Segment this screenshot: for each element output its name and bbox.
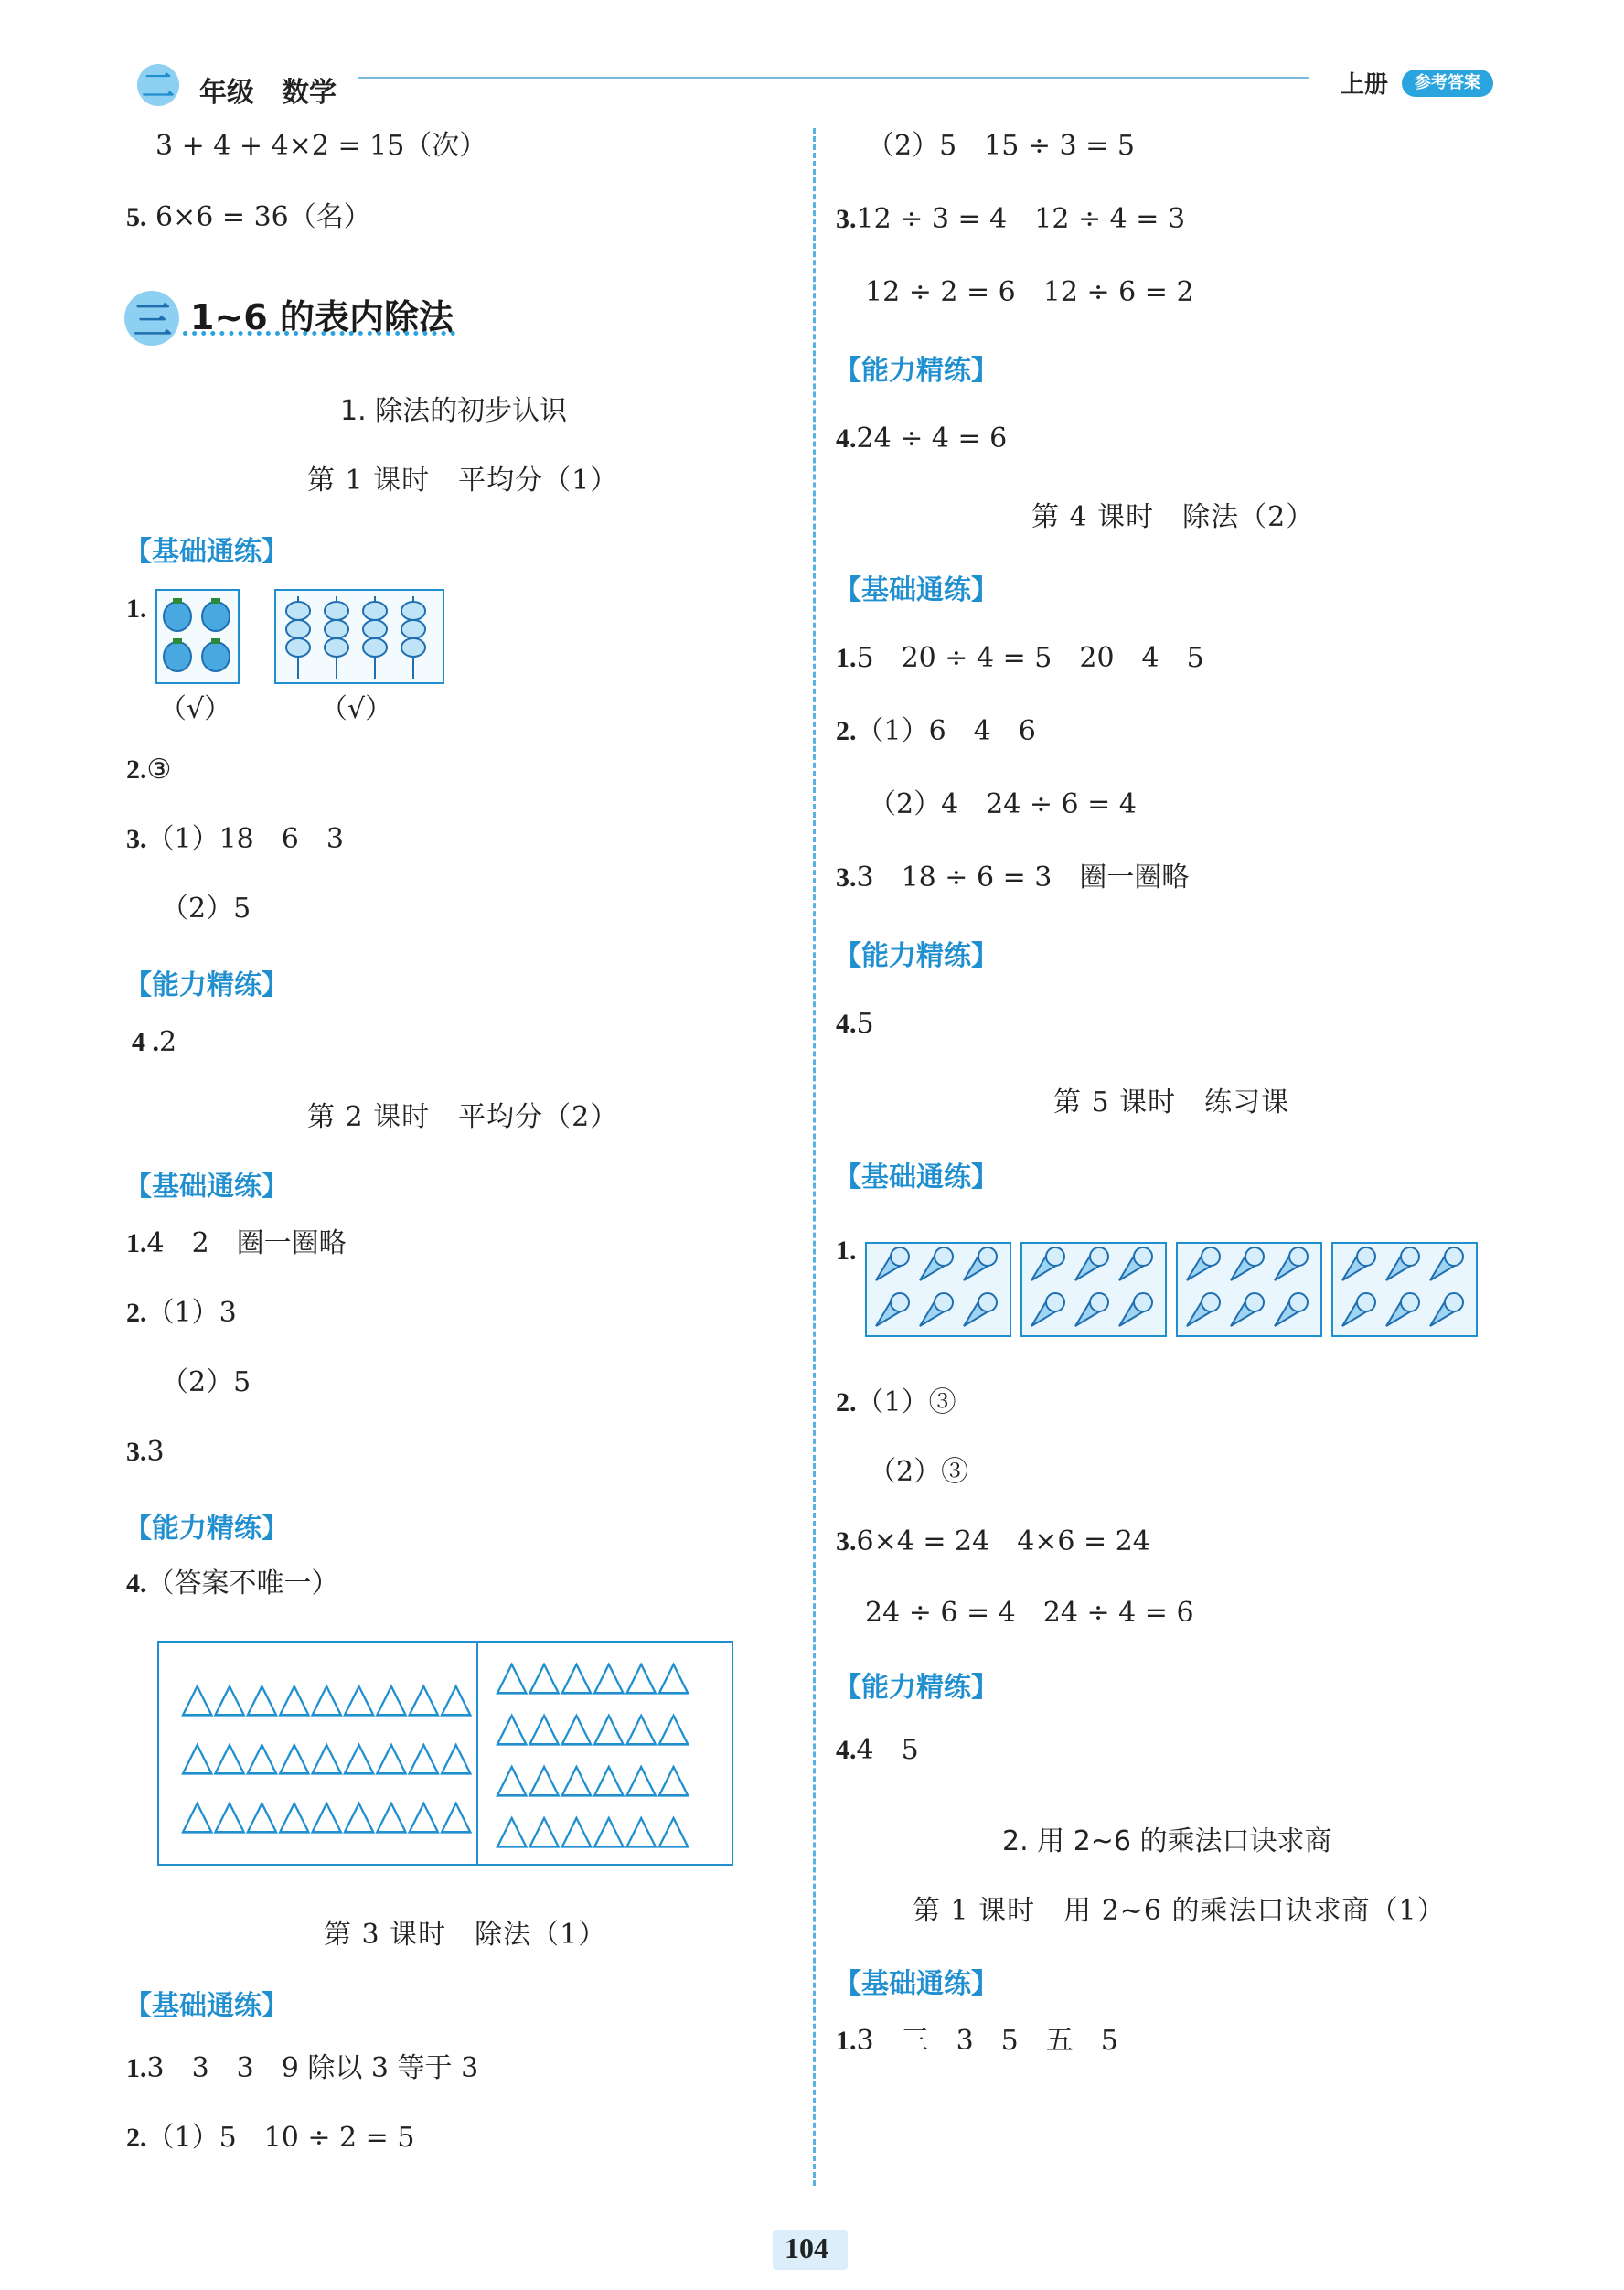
answer-line — [132, 1024, 176, 1061]
answer-line — [836, 1233, 857, 1269]
column-divider — [813, 128, 816, 2186]
answer-text: （1）5 10 ÷ 2 = 5 — [146, 2122, 415, 2154]
question-number: 4. — [836, 1735, 857, 1765]
question-number: 3. — [126, 824, 147, 854]
ice-cream-cone-icon — [1333, 1244, 1476, 1335]
answer-text: 24 ÷ 4 = 6 — [856, 423, 1008, 455]
answer-line — [126, 1434, 165, 1471]
triangle-grouping-figure — [157, 1641, 733, 1866]
basic-practice-heading: 【基础通练】 — [834, 574, 999, 606]
answer-text: （1）③ — [856, 1386, 956, 1418]
triangle-row: △△△△△△ — [496, 1650, 690, 1699]
ice-cream-cone-icon — [867, 1244, 1010, 1335]
triangle-row: △△△△△△△△△ — [181, 1672, 473, 1721]
answer-line — [836, 1385, 956, 1421]
answer-line — [836, 1006, 874, 1043]
question-number: 1. — [836, 643, 857, 673]
answer-text: （1）18 6 3 — [146, 823, 344, 855]
lesson-title: 第 5 课时 练习课 — [1053, 1086, 1290, 1118]
answer-line — [126, 1566, 339, 1602]
question-number: 3. — [836, 204, 857, 234]
answer-text: （答案不唯一） — [146, 1568, 339, 1600]
answer-line: 12 ÷ 2 = 6 12 ÷ 6 = 2 — [865, 276, 1194, 308]
triangle-row: △△△△△△△△△ — [181, 1730, 473, 1780]
ability-practice-heading: 【能力精练】 — [834, 940, 999, 972]
lesson-title: 第 2 课时 平均分（2） — [307, 1101, 619, 1133]
answer-text: 2 — [159, 1026, 177, 1058]
strawberry-icon — [157, 591, 238, 682]
strawberry-picture — [155, 589, 240, 684]
triangle-row: △△△△△△ — [496, 1803, 690, 1853]
answer-text: 4 2 圈一圈略 — [146, 1227, 347, 1259]
answer-key-badge: 参考答案 — [1402, 70, 1493, 97]
page-number: 104 — [785, 2231, 828, 2264]
answer-line: 24 ÷ 6 = 4 24 ÷ 4 = 6 — [865, 1597, 1194, 1629]
question-number — [126, 591, 147, 627]
question-number: 4. — [836, 423, 857, 454]
group-divider — [476, 1643, 478, 1864]
question-number: 4. — [836, 1009, 857, 1039]
grade-number: 二 — [142, 68, 176, 105]
answer-line — [126, 2120, 414, 2156]
lesson-title: 第 1 课时 平均分（1） — [307, 465, 619, 497]
question-number: 2. — [126, 754, 147, 785]
chapter-number: 三 — [134, 298, 173, 343]
answer-text: 6×6 = 36（名） — [155, 201, 371, 233]
question-number: 1. — [836, 2026, 857, 2056]
answer-line: （2）4 24 ÷ 6 = 4 — [869, 788, 1137, 820]
lesson-title: 第 4 课时 除法（2） — [1031, 501, 1315, 533]
question-number: 2. — [836, 716, 857, 746]
answer-text: 6×4 = 24 4×6 = 24 — [856, 1525, 1150, 1557]
left-q5 — [126, 199, 371, 236]
answer-line — [836, 2023, 1118, 2060]
answer-line — [836, 640, 1204, 677]
chapter-underline — [183, 331, 455, 336]
triangle-row: △△△△△△ — [496, 1701, 690, 1750]
skewer-icon — [276, 591, 443, 682]
answer-text: （1）3 — [146, 1297, 237, 1329]
triangle-row: △△△△△△ — [496, 1752, 690, 1802]
answer-line — [126, 821, 344, 858]
lesson-title: 第 1 课时 用 2~6 的乘法口诀求商（1） — [913, 1895, 1446, 1927]
question-number: 2. — [126, 1298, 147, 1328]
answer-text: 4 5 — [856, 1734, 919, 1766]
answer-line: （2）5 — [161, 1366, 251, 1398]
check-mark-a: （√） — [159, 693, 232, 725]
answer-line — [126, 1225, 347, 1262]
lesson-title: 第 3 课时 除法（1） — [324, 1919, 607, 1951]
answer-line — [126, 752, 171, 788]
answer-line — [836, 201, 1185, 238]
skewer-picture — [274, 589, 444, 684]
check-mark-b: （√） — [320, 693, 393, 725]
answer-text: 3 三 3 5 五 5 — [856, 2025, 1118, 2057]
answer-line — [836, 713, 1036, 750]
basic-practice-heading: 【基础通练】 — [834, 1161, 999, 1193]
answer-text: 5 — [856, 1008, 874, 1040]
section-title: 1. 除法的初步认识 — [340, 395, 568, 427]
question-number: 2. — [126, 2123, 147, 2153]
basic-practice-heading: 【基础通练】 — [124, 1990, 289, 2022]
question-number: 1. — [836, 1236, 857, 1266]
answer-line — [126, 1295, 237, 1332]
answer-text: 3 3 3 9 除以 3 等于 3 — [146, 2052, 479, 2084]
chapter-title: 1~6 的表内除法 — [190, 297, 454, 337]
basic-practice-heading: 【基础通练】 — [834, 1968, 999, 2000]
ice-cream-group — [1020, 1242, 1167, 1337]
answer-line — [836, 860, 1189, 896]
ice-cream-cone-icon — [1022, 1244, 1165, 1335]
answer-text: （1）6 4 6 — [856, 715, 1036, 747]
question-number: 5. — [126, 202, 147, 232]
basic-practice-heading: 【基础通练】 — [124, 536, 289, 568]
answer-text: 3 — [146, 1436, 165, 1468]
answer-text: 3 18 ÷ 6 = 3 圈一圈略 — [856, 861, 1190, 894]
header-rule — [358, 77, 1309, 79]
ability-practice-heading: 【能力精练】 — [834, 1672, 999, 1704]
ability-practice-heading: 【能力精练】 — [124, 1513, 289, 1545]
ice-cream-group — [1331, 1242, 1478, 1337]
answer-line — [836, 421, 1007, 457]
question-number: 4. — [126, 1568, 147, 1599]
subject-label: 数学 — [282, 77, 337, 109]
q1-number: 1. — [126, 594, 147, 624]
answer-line — [126, 2050, 478, 2087]
answer-text: 5 20 ÷ 4 = 5 20 4 5 — [856, 642, 1204, 674]
triangle-row: △△△△△△△△△ — [181, 1789, 473, 1838]
answer-line — [836, 1524, 1150, 1560]
ice-cream-cone-icon — [1178, 1244, 1320, 1335]
answer-line: （2）③ — [869, 1456, 969, 1488]
question-number: 2. — [836, 1387, 857, 1418]
question-number: 3. — [836, 1526, 857, 1557]
volume-label: 上册 — [1341, 71, 1389, 99]
answer-text: ③ — [146, 754, 172, 786]
question-number: 1. — [126, 2053, 147, 2083]
section-title: 2. 用 2~6 的乘法口诀求商 — [1002, 1825, 1332, 1857]
grade-label: 年级 — [199, 77, 254, 109]
answer-text: 12 ÷ 3 = 4 12 ÷ 4 = 3 — [856, 203, 1186, 235]
basic-practice-heading: 【基础通练】 — [124, 1171, 289, 1203]
question-number: 4 . — [132, 1027, 159, 1057]
question-number: 1. — [126, 1228, 147, 1258]
answer-line: （2）5 — [161, 893, 251, 925]
question-number: 3. — [836, 862, 857, 893]
ability-practice-heading: 【能力精练】 — [834, 355, 999, 387]
ability-practice-heading: 【能力精练】 — [124, 969, 289, 1001]
ice-cream-group — [1176, 1242, 1322, 1337]
ice-cream-group — [865, 1242, 1011, 1337]
answer-line: （2）5 15 ÷ 3 = 5 — [867, 130, 1135, 162]
left-top-line1: 3 + 4 + 4×2 = 15（次） — [155, 130, 487, 162]
answer-line — [836, 1732, 919, 1769]
question-number: 3. — [126, 1437, 147, 1467]
